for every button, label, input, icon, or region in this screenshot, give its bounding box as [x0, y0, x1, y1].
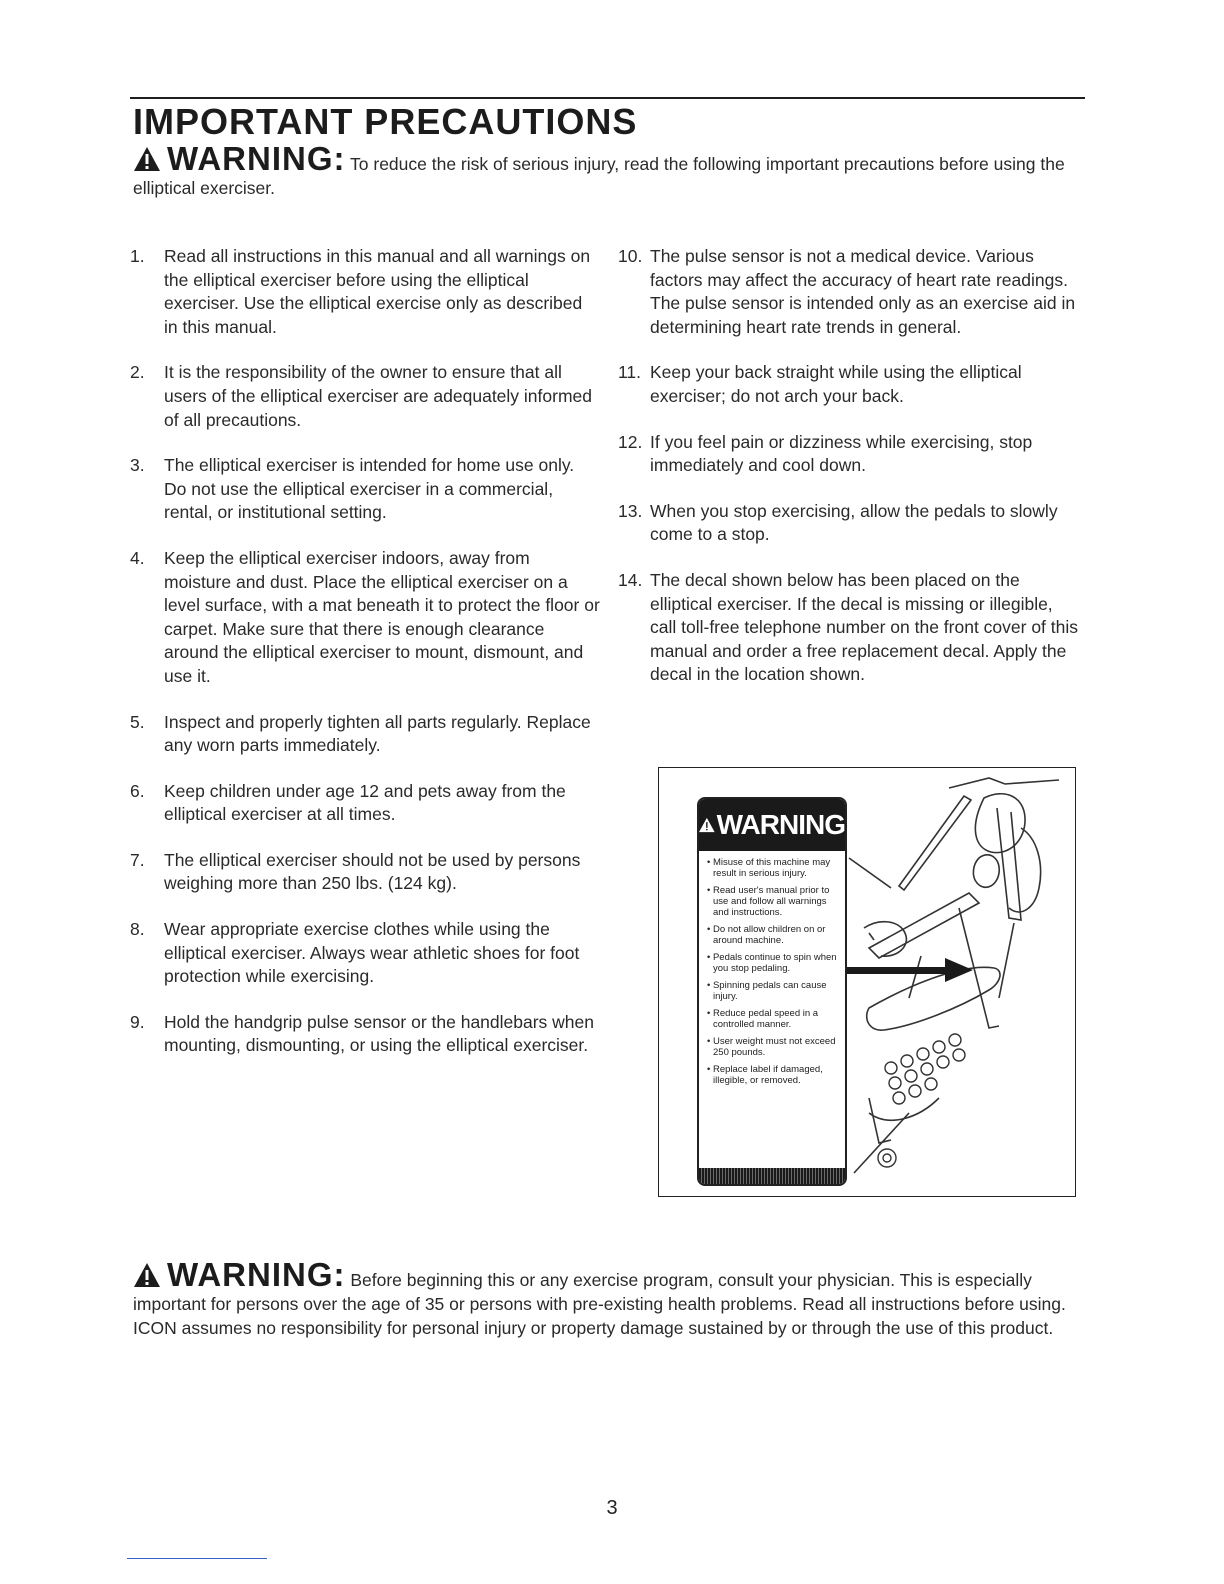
precaution-item: [618, 569, 1078, 687]
warning-intro: [133, 140, 1083, 200]
item-number: 13.: [618, 500, 643, 521]
warning-bottom: [133, 1256, 1083, 1340]
item-text: Keep your back straight while using the elliptical exerciser; do not arch your back.: [650, 362, 1022, 406]
precaution-item: [130, 547, 600, 689]
item-text: If you feel pain or dizziness while exercising, stop immediately and cool down.: [650, 431, 1033, 476]
decal-location-figure: [658, 767, 1076, 1197]
precautions-right-column: [618, 245, 1078, 709]
warning-triangle-icon: [133, 146, 161, 172]
warning-triangle-icon: [699, 815, 715, 835]
item-number: 12.: [618, 431, 643, 452]
item-text: The elliptical exerciser should not be used by persons weighing more than 250 lbs. (124 kg).: [164, 849, 581, 894]
page-title: IMPORTANT PRECAUTIONS: [133, 101, 638, 142]
precaution-item: [130, 711, 600, 758]
top-rule: [130, 97, 1085, 99]
item-number: 10.: [618, 246, 643, 266]
warning-label: WARNING:: [167, 1256, 346, 1293]
precaution-item: [618, 361, 1078, 408]
item-text: The pulse sensor is not a medical device. Various factors may affect the accuracy of heart rate readings. The pulse sensor is intended only as an exercise aid in determining heart rate trends in general.: [650, 246, 1076, 337]
item-number: 7.: [130, 849, 145, 870]
decal-item: • Do not allow children on or around machine.: [707, 924, 839, 946]
decal-item: • Misuse of this machine may result in serious injury.: [707, 857, 839, 879]
precaution-item: [130, 849, 600, 896]
warning-intro-text: To reduce the risk of serious injury, read the following important precautions before using the elliptical exerciser.: [133, 154, 1065, 198]
item-number: 8.: [130, 919, 145, 940]
precaution-item: [618, 500, 1078, 547]
footer-rule: [127, 1558, 267, 1559]
decal-item: • Spinning pedals can cause injury.: [707, 980, 839, 1002]
item-text: The elliptical exerciser is intended for home use only. Do not use the elliptical exerciser in a commercial, rental, or institutional setting.: [164, 455, 575, 523]
decal-item: • Reduce pedal speed in a controlled manner.: [707, 1008, 839, 1030]
item-number: 9.: [130, 1011, 145, 1032]
precautions-left-column: [130, 245, 600, 1080]
precaution-item: [130, 245, 600, 339]
precaution-item: [130, 454, 600, 525]
item-number: 5.: [130, 711, 145, 732]
item-text: The decal shown below has been placed on the elliptical exerciser. If the decal is missing or illegible, call toll-free telephone number on the front cover of this manual and order a free replacement decal. Apply the decal in the location shown.: [650, 569, 1079, 685]
decal-item: • User weight must not exceed 250 pounds.: [707, 1036, 839, 1058]
decal-item: • Replace label if damaged, illegible, or removed.: [707, 1064, 839, 1086]
precaution-item: [130, 1011, 600, 1058]
warning-triangle-icon: [133, 1262, 161, 1288]
warning-bottom-text: Before beginning this or any exercise program, consult your physician. This is especially important for persons over the age of 35 or persons with pre-existing health problems. Read all instructions before using. ICON assumes no responsibility for personal injury or property damage sustained by or through the use of this product.: [133, 1270, 1066, 1338]
item-text: It is the responsibility of the owner to ensure that all users of the elliptical exerciser are adequately informed of all precautions.: [164, 362, 592, 430]
precaution-item: [130, 918, 600, 989]
decal-heading: [699, 799, 845, 851]
decal-warning-list: [699, 857, 845, 1086]
item-number: 2.: [130, 362, 145, 383]
item-text: Hold the handgrip pulse sensor or the handlebars when mounting, dismounting, or using the elliptical exerciser.: [164, 1011, 595, 1056]
item-text: Keep children under age 12 and pets away from the elliptical exerciser at all times.: [164, 780, 566, 825]
item-number: 4.: [130, 547, 145, 568]
item-text: Wear appropriate exercise clothes while using the elliptical exerciser. Always wear athletic shoes for foot protection while exercising.: [164, 919, 580, 987]
precaution-item: [618, 431, 1078, 478]
item-number: 1.: [130, 246, 145, 266]
decal-item: • Pedals continue to spin when you stop pedaling.: [707, 952, 839, 974]
item-number: 11.: [618, 362, 642, 383]
decal-footer-stripe: [699, 1168, 845, 1184]
item-number: 6.: [130, 780, 145, 801]
decal-heading-text: WARNING: [716, 809, 845, 840]
item-text: When you stop exercising, allow the pedals to slowly come to a stop.: [650, 500, 1058, 545]
item-text: Inspect and properly tighten all parts regularly. Replace any worn parts immediately.: [164, 711, 591, 756]
warning-decal: [697, 797, 847, 1186]
item-text: Keep the elliptical exerciser indoors, away from moisture and dust. Place the elliptical exerciser on a level surface, with a mat beneath it to protect the floor or carpet. Make sure that there is enough clearance around the elliptical exerciser to mount, dismount, and use it.: [164, 547, 600, 686]
warning-label: WARNING:: [167, 140, 346, 177]
item-text: Read all instructions in this manual and all warnings on the elliptical exerciser before using the elliptical exerciser. Use the elliptical exercise only as described in this manual.: [164, 246, 591, 337]
item-number: 14.: [618, 569, 643, 590]
item-number: 3.: [130, 455, 145, 476]
precaution-item: [130, 361, 600, 432]
precaution-item: [618, 245, 1078, 339]
precaution-item: [130, 780, 600, 827]
decal-item: • Read user's manual prior to use and follow all warnings and instructions.: [707, 885, 839, 918]
page-number: 3: [606, 1497, 618, 1519]
